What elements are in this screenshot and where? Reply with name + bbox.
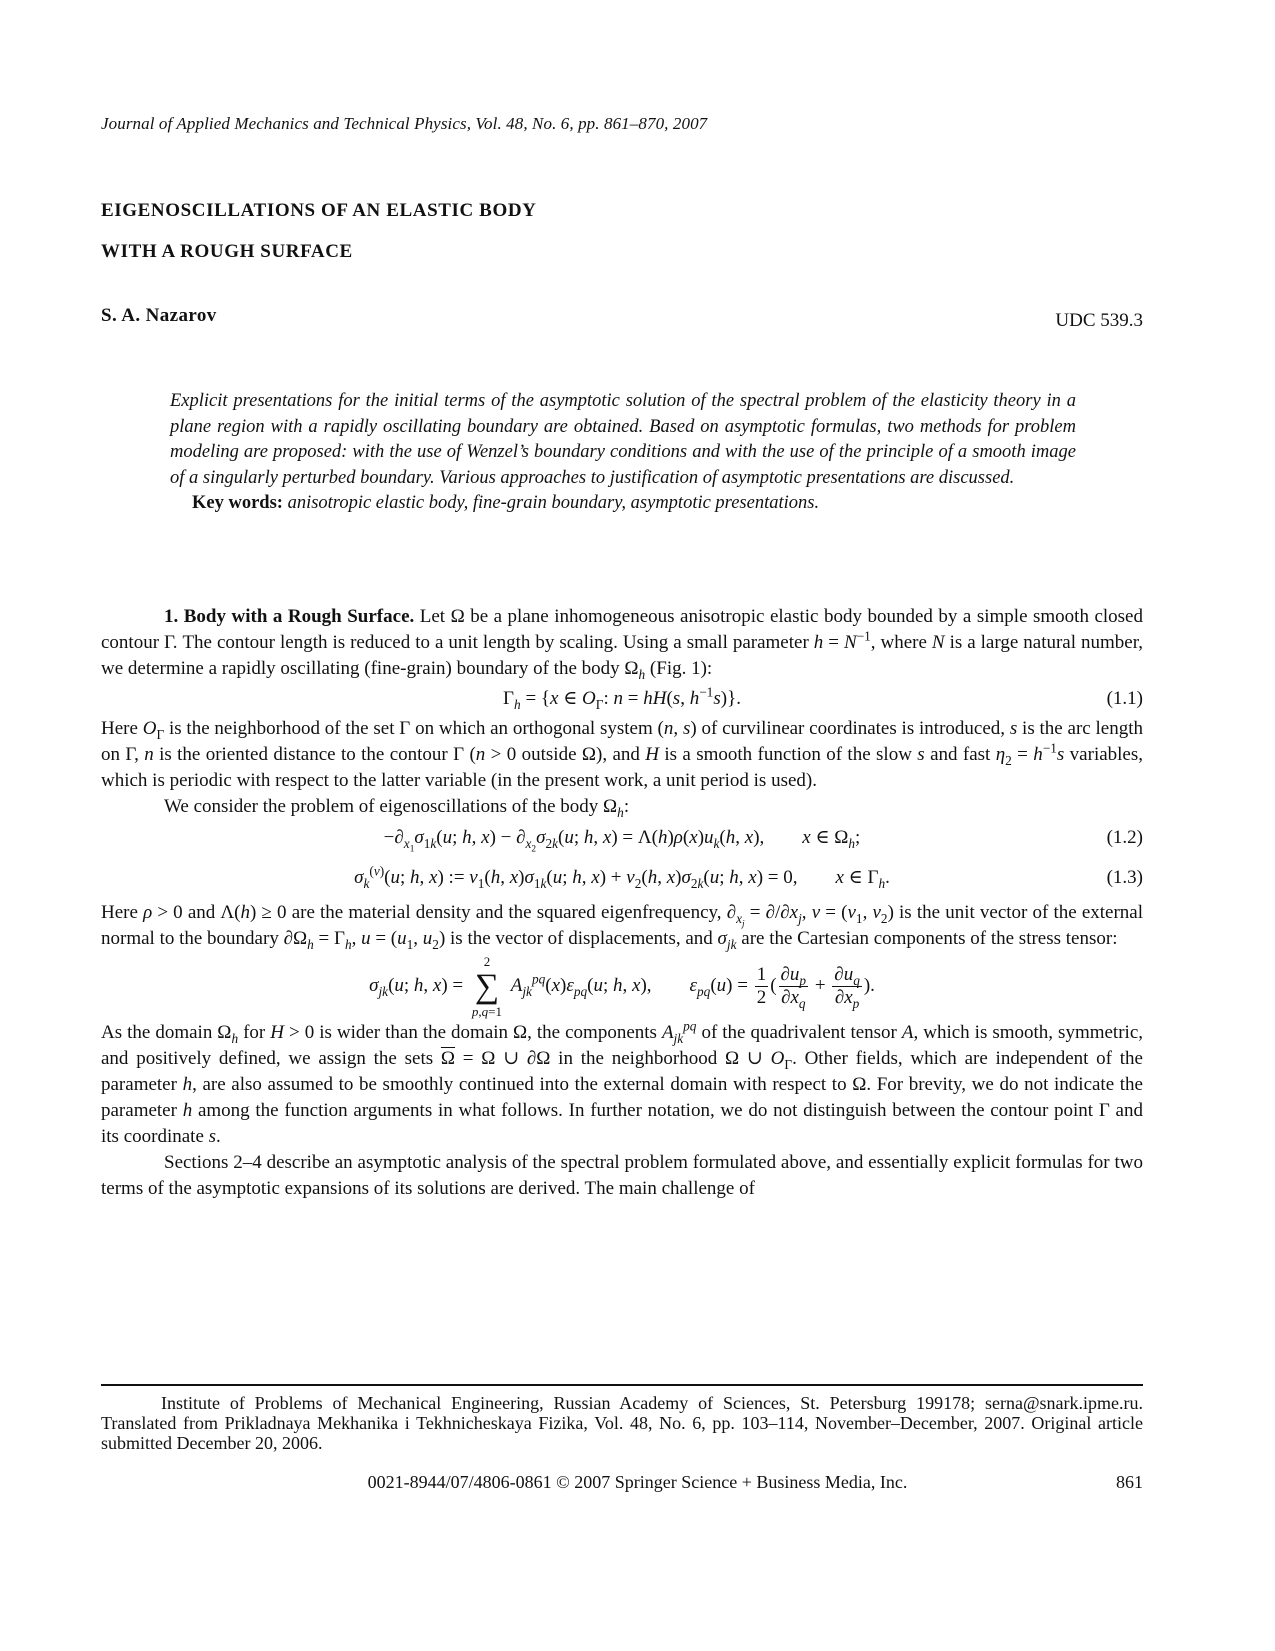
keywords-label: Key words: <box>192 493 283 513</box>
paragraph-5: As the domain $\Omega_h$ for H > 0 is wider than the domain Ω, the components $A_{jk}^{pq}$ of the quadrivalent tensor A, which is smooth, symmetric, and positively defined, we assign the sets $\overline{\Omega} = \Omega$ ∪ ∂Ω in the neighborhood Ω ∪ $O_\Gamma$. Other fields, which are independent of the parameter h, are also assumed to be smoothly continued into the external domain with respect to Ω. For brevity, we do not indicate the parameter h among the function arguments in what follows. In further notation, we do not distinguish between the contour point Γ and its coordinate s. <box>101 1018 1144 1147</box>
paragraph-3: We consider the problem of eigenoscillations of the body $\Omega_h$: <box>164 796 630 820</box>
footnote <box>101 1393 1143 1453</box>
equation-number: (1.2) <box>1106 827 1143 848</box>
paragraph-2: Here $O_\Gamma$ is the neighborhood of the set Γ on which an orthogonal system (n, s) of curvilinear coordinates is introduced, s is the arc length on Γ, n is the oriented distance to the contour Γ (n > 0 outside Ω), and H is a smooth function of the slow s and fast $\eta_2 = h^{-1}s$ variables, which is periodic with respect to the latter variable (in the present work, a unit period is used). <box>101 718 1144 791</box>
author-name: S. A. Nazarov <box>101 305 217 326</box>
section-1-body <box>101 604 1143 1202</box>
copyright-line: 0021-8944/07/4806-0861 © 2007 Springer Science + Business Media, Inc. <box>367 1472 908 1492</box>
journal-citation: Journal of Applied Mechanics and Technical Physics, Vol. 48, No. 6, pp. 861–870, 2007 <box>101 114 708 133</box>
footnote-rule <box>101 1384 1143 1386</box>
paper-title-line-1: EIGENOSCILLATIONS OF AN ELASTIC BODY <box>101 200 537 221</box>
udc-code: UDC 539.3 <box>1055 310 1143 331</box>
equation-number: (1.3) <box>1106 867 1143 888</box>
equation-stress: $\sigma_{jk}(u$; h, x) = 2 ∑ p,q=1 $A_{jk}^{pq}(x)\varepsilon_{pq}(u$; h, x), $\varepsilon_{pq}(u)$ = $\frac{1}{2}$ ( $\frac{\partial u_p}{\partial x_q}$ + $\frac{\partial u_q}{\partial x_p}$ ). <box>369 953 875 1019</box>
abstract-text: Explicit presentations for the initial terms of the asymptotic solution of the spectral problem of the elasticity theory in a plane region with a rapidly oscillating boundary are obtained. Based on asymptotic formulas, two methods for problem modeling are proposed: with the use of Wenzel’s boundary conditions and with the use of the principle of a smooth image of a singularly perturbed boundary. Various approaches to justification of asymptotic presentations are discussed. <box>170 391 1076 488</box>
equation-1-1: $\Gamma_h = \{x$ ∈ $O_\Gamma$: n = hH(s, $h^{-1}s$)}. (1.1) <box>101 682 1143 716</box>
paper-title-line-2: WITH A ROUGH SURFACE <box>101 241 353 262</box>
section-heading: 1. Body with a Rough Surface. <box>164 606 415 627</box>
footnote-text: Institute of Problems of Mechanical Engineering, Russian Academy of Sciences, St. Petersburg 199178; serna@snark.ipme.ru. Translated from Prikladnaya Mekhanika i Tekhnicheskaya Fizika, Vol. 48, No. 6, pp. 103–114, November–December, 2007. Original article submitted December 20, 2006. <box>101 1393 1143 1453</box>
abstract <box>170 389 1076 517</box>
page-number: 861 <box>1116 1472 1143 1492</box>
paragraph-1: 1. Body with a Rough Surface. Let Ω be a plane inhomogeneous anisotropic elastic body bounded by a simple smooth closed contour Γ. The contour length is reduced to a unit length by scaling. Using a small parameter $h = N^{-1}$, where N is a large natural number, we determine a rapidly oscillating (fine-grain) boundary of the body $\Omega_h$ (Fig. 1): <box>101 606 1144 682</box>
paragraph-4: Here ρ > 0 and Λ(h) ≥ 0 are the material density and the squared eigenfrequency, $\partial_{x_j} = \partial/\partial x_j$, $\nu = (\nu_1$, $\nu_2$) is the unit vector of the external normal to the boundary $\partial\Omega_h = \Gamma_h$, $u = (u_1$, $u_2$) is the vector of displacements, and $\sigma_{jk}$ are the Cartesian components of the stress tensor: <box>101 902 1144 952</box>
paragraph-6: Sections 2–4 describe an asymptotic analysis of the spectral problem formulated above, and essentially explicit formulas for two terms of the asymptotic expansions of its solutions are derived. The main challenge of <box>101 1152 1143 1199</box>
keywords <box>170 491 1076 517</box>
equation-1-3: $\sigma_k^{(\nu)}(u$; h, x) := $\nu_1(h$, $x)\sigma_{1k}(u$; h, $x) + \nu_2(h$, $x)\sigma_{2k}(u$; h, x) = 0, x ∈ $\Gamma_h$. (1.3) <box>101 856 1143 900</box>
equation-number: (1.1) <box>1106 688 1143 709</box>
keywords-list: anisotropic elastic body, fine-grain boundary, asymptotic presentations. <box>287 493 820 513</box>
equation-1-2: $-\partial_{x_1}\sigma_{1k}(u$; h, $x) - \partial_{x_2}\sigma_{2k}(u$; h, $x) = \Lambda(h)\rho(x)u_k(h$, x), x ∈ $\Omega_h$; (1.2) <box>101 820 1143 856</box>
